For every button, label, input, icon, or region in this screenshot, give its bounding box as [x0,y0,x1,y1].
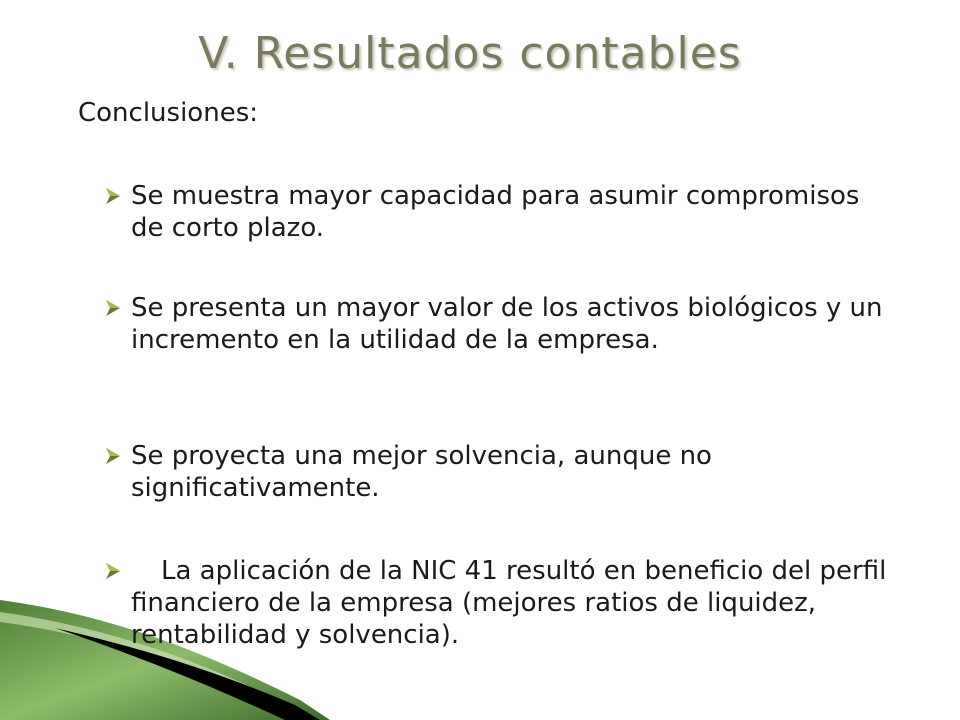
arrowhead-bullet-icon [106,188,120,204]
arrowhead-bullet-icon [106,300,120,316]
bullet-text: Se muestra mayor capacidad para asumir compromisos de corto plazo. [131,181,860,243]
bullet-text: La aplicación de la NIC 41 resultó en beneficio del perfil financiero de la empresa (mejores ratios de liquidez, rentabilidad y solvencia). [131,556,887,650]
bullet-text: Se proyecta una mejor solvencia, aunque no significativamente. [131,441,712,503]
section-subtitle: Conclusiones: [78,98,258,128]
arrowhead-bullet-icon [106,448,120,464]
bullet-item [106,440,896,504]
slide-title: V. Resultados contables [198,28,742,79]
bullet-text: Se presenta un mayor valor de los activos biológicos y un incremento en la utilidad de la empresa. [131,293,883,355]
bullet-item [106,292,896,356]
bullet-item [106,180,896,244]
arrowhead-bullet-icon [106,563,120,579]
bullet-item [106,555,896,651]
